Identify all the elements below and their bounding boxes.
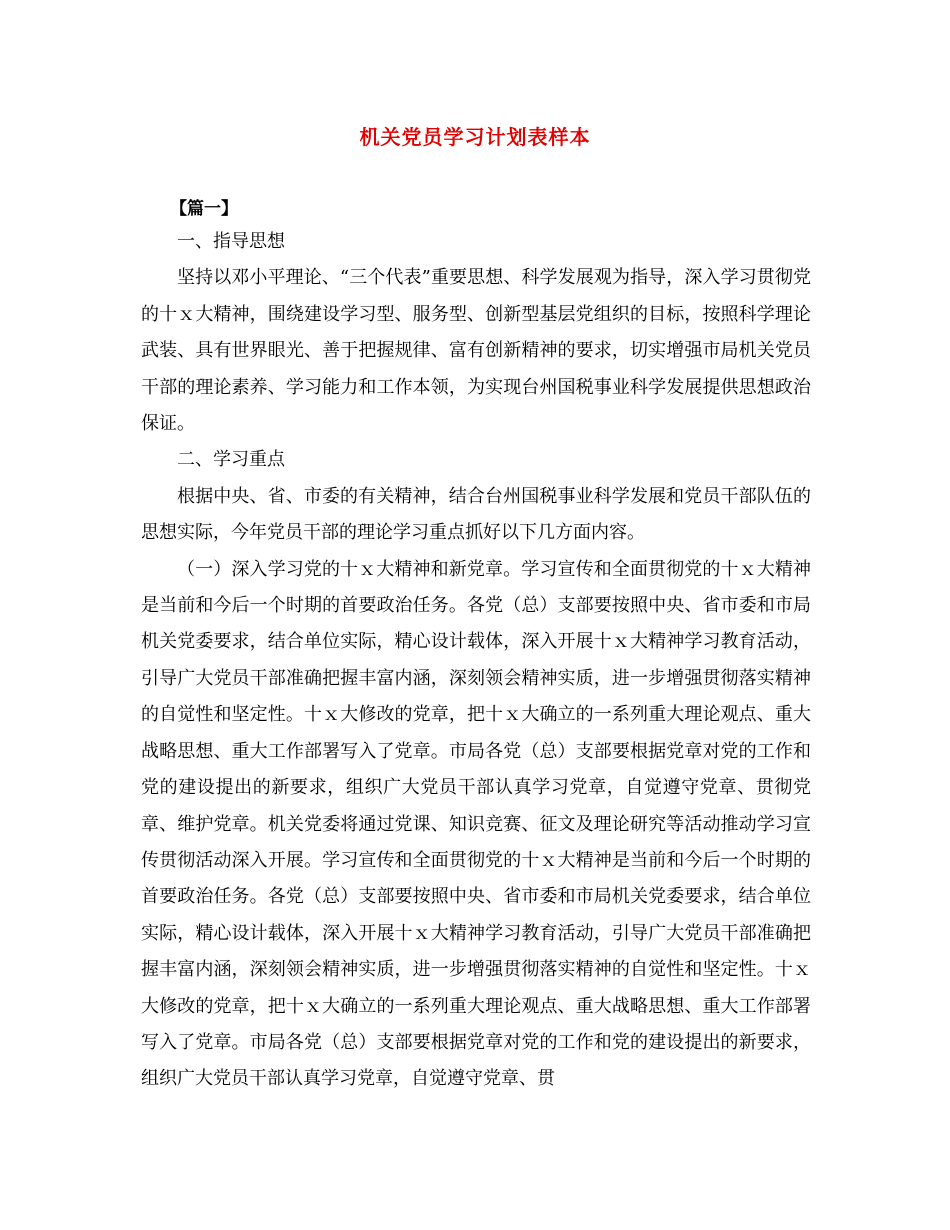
paragraph-guiding-ideology: 坚持以邓小平理论、“三个代表”重要思想、科学发展观为指导，深入学习贯彻党的十ｘ大精神，围绕建设学习型、服务型、创新型基层党组织的目标，按照科学理论武装、具有世界眼光、善于把握规律、富有创新精神的要求，切实增强市局机关党员干部的理论素养、学习能力和工作本领，为实现台州国税事业科学发展提供思想政治保证。 xyxy=(141,267,811,435)
heading-study-focus: 二、学习重点 xyxy=(177,449,285,471)
heading-guiding-ideology: 一、指导思想 xyxy=(177,231,285,252)
section-label: 【篇一】 xyxy=(170,199,238,219)
document-title: 机关党员学习计划表样本 xyxy=(359,125,591,149)
paragraph-study-focus-intro: 根据中央、省、市委的有关精神，结合台州国税事业科学发展和党员干部队伍的思想实际，今年党员干部的理论学习重点抓好以下几方面内容。 xyxy=(141,485,811,544)
document-body xyxy=(141,224,811,1098)
paragraph-study-focus-item-1: （一）深入学习党的十ｘ大精神和新党章。学习宣传和全面贯彻党的十ｘ大精神是当前和今后一个时期的首要政治任务。各党（总）支部要按照中央、省市委和市局机关党委要求，结合单位实际，精心设计载体，深入开展十ｘ大精神学习教育活动，引导广大党员干部准确把握丰富内涵，深刻领会精神实质，进一步增强贯彻落实精神的自觉性和坚定性。十ｘ大修改的党章，把十ｘ大确立的一系列重大理论观点、重大战略思想、重大工作部署写入了党章。市局各党（总）支部要根据党章对党的工作和党的建设提出的新要求，组织广大党员干部认真学习党章，自觉遵守党章、贯彻党章、维护党章。机关党委将通过党课、知识竞赛、征文及理论研究等活动推动学习宣传贯彻活动深入开展。学习宣传和全面贯彻党的十ｘ大精神是当前和今后一个时期的首要政治任务。各党（总）支部要按照中央、省市委和市局机关党委要求，结合单位实际，精心设计载体，深入开展十ｘ大精神学习教育活动，引导广大党员干部准确把握丰富内涵，深刻领会精神实质，进一步增强贯彻落实精神的自觉性和坚定性。十ｘ大修改的党章，把十ｘ大确立的一系列重大理论观点、重大战略思想、重大工作部署写入了党章。市局各党（总）支部要根据党章对党的工作和党的建设提出的新要求，组织广大党员干部认真学习党章，自觉遵守党章、贯 xyxy=(141,558,811,1090)
